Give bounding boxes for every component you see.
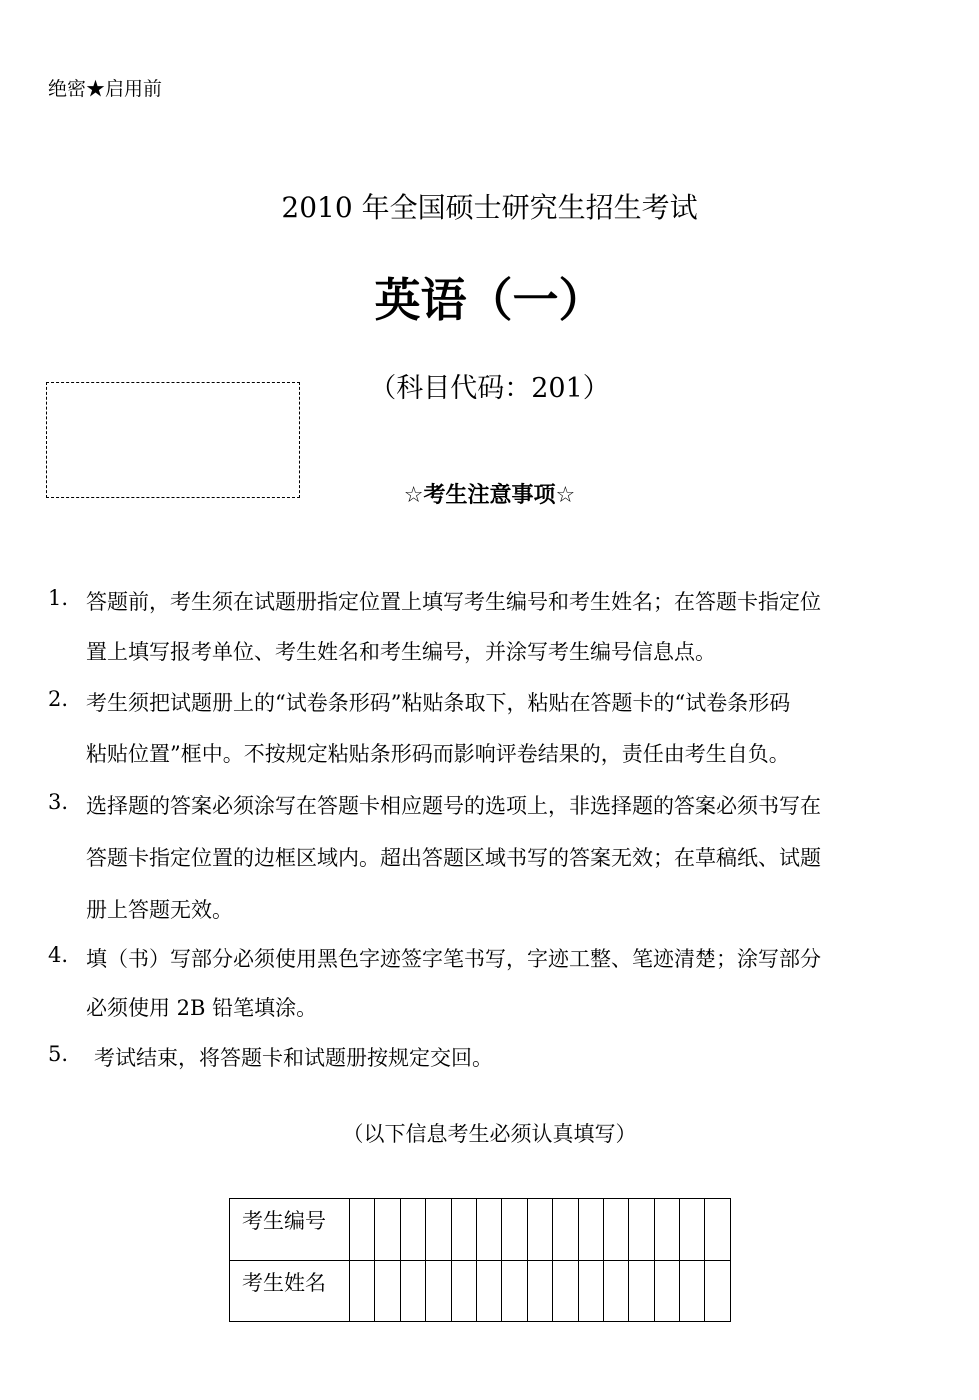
candidate-name-cell[interactable] [578,1260,603,1322]
candidate-number-cell[interactable] [654,1199,679,1261]
candidate-number-cell[interactable] [451,1199,476,1261]
exam-title: 2010 年全国硕士研究生招生考试 [281,191,698,224]
notice-item-line: 册上答题无效。 [86,898,233,922]
candidate-number-cell[interactable] [603,1199,628,1261]
candidate-number-cell[interactable] [680,1199,705,1261]
candidate-name-cell[interactable] [603,1260,628,1322]
candidate-number-cell[interactable] [426,1199,451,1261]
candidate-number-cell[interactable] [629,1199,654,1261]
candidate-name-cell[interactable] [629,1260,654,1322]
candidate-number-cell[interactable] [578,1199,603,1261]
candidate-number-cell[interactable] [502,1199,527,1261]
candidate-name-cell[interactable] [502,1260,527,1322]
notice-item-number: 5. [48,1042,69,1066]
fill-in-note: （以下信息考生必须认真填写） [342,1122,637,1146]
candidate-name-cell[interactable] [654,1260,679,1322]
notice-item-line: 考试结束，将答题卡和试题册按规定交回。 [94,1046,493,1070]
candidate-name-cell[interactable] [426,1260,451,1322]
notice-item-line: 考生须把试题册上的“试卷条形码”粘贴条取下，粘贴在答题卡的“试卷条形码 [86,691,791,715]
candidate-name-cell[interactable] [553,1260,578,1322]
candidate-name-cell[interactable] [451,1260,476,1322]
notice-item-line: 置上填写报考单位、考生姓名和考生编号，并涂写考生编号信息点。 [86,640,716,664]
notice-item-number: 2. [48,687,69,711]
notice-item-line: 答题卡指定位置的边框区域内。超出答题区域书写的答案无效；在草稿纸、试题 [86,846,821,870]
candidate-name-cell[interactable] [527,1260,552,1322]
candidate-name-cell[interactable] [705,1260,731,1322]
candidate-number-cell[interactable] [350,1199,375,1261]
notice-item-line: 粘贴位置”框中。不按规定粘贴条形码而影响评卷结果的，责任由考生自负。 [86,742,790,766]
notice-item-line: 填（书）写部分必须使用黑色字迹签字笔书写，字迹工整、笔迹清楚；涂写部分 [86,947,821,971]
candidate-name-cell[interactable] [680,1260,705,1322]
candidate-name-cell[interactable] [350,1260,375,1322]
candidate-number-cell[interactable] [400,1199,425,1261]
candidate-number-label: 考生编号 [230,1199,350,1261]
subject-code: （科目代码：201） [369,373,610,404]
notice-item-line: 答题前，考生须在试题册指定位置上填写考生编号和考生姓名；在答题卡指定位 [86,590,821,614]
candidate-name-label: 考生姓名 [230,1260,350,1322]
notice-heading: ☆考生注意事项☆ [403,483,576,508]
candidate-number-cell[interactable] [705,1199,731,1261]
candidate-name-cell[interactable] [400,1260,425,1322]
candidate-number-cell[interactable] [476,1199,501,1261]
candidate-number-cell[interactable] [527,1199,552,1261]
notice-item-number: 1. [48,586,69,610]
candidate-name-cell[interactable] [476,1260,501,1322]
notice-item-line: 必须使用 2B 铅笔填涂。 [86,996,318,1020]
confidential-label: 绝密★启用前 [48,78,163,100]
candidate-number-cell[interactable] [375,1199,400,1261]
subject-title: 英语（一） [374,273,605,327]
table-row [230,1260,731,1322]
notice-item-number: 4. [48,943,69,967]
table-row [230,1199,731,1261]
candidate-number-cell[interactable] [553,1199,578,1261]
candidate-name-cell[interactable] [375,1260,400,1322]
notice-item-number: 3. [48,790,69,814]
candidate-info-table [229,1198,731,1322]
notice-item-line: 选择题的答案必须涂写在答题卡相应题号的选项上，非选择题的答案必须书写在 [86,794,821,818]
